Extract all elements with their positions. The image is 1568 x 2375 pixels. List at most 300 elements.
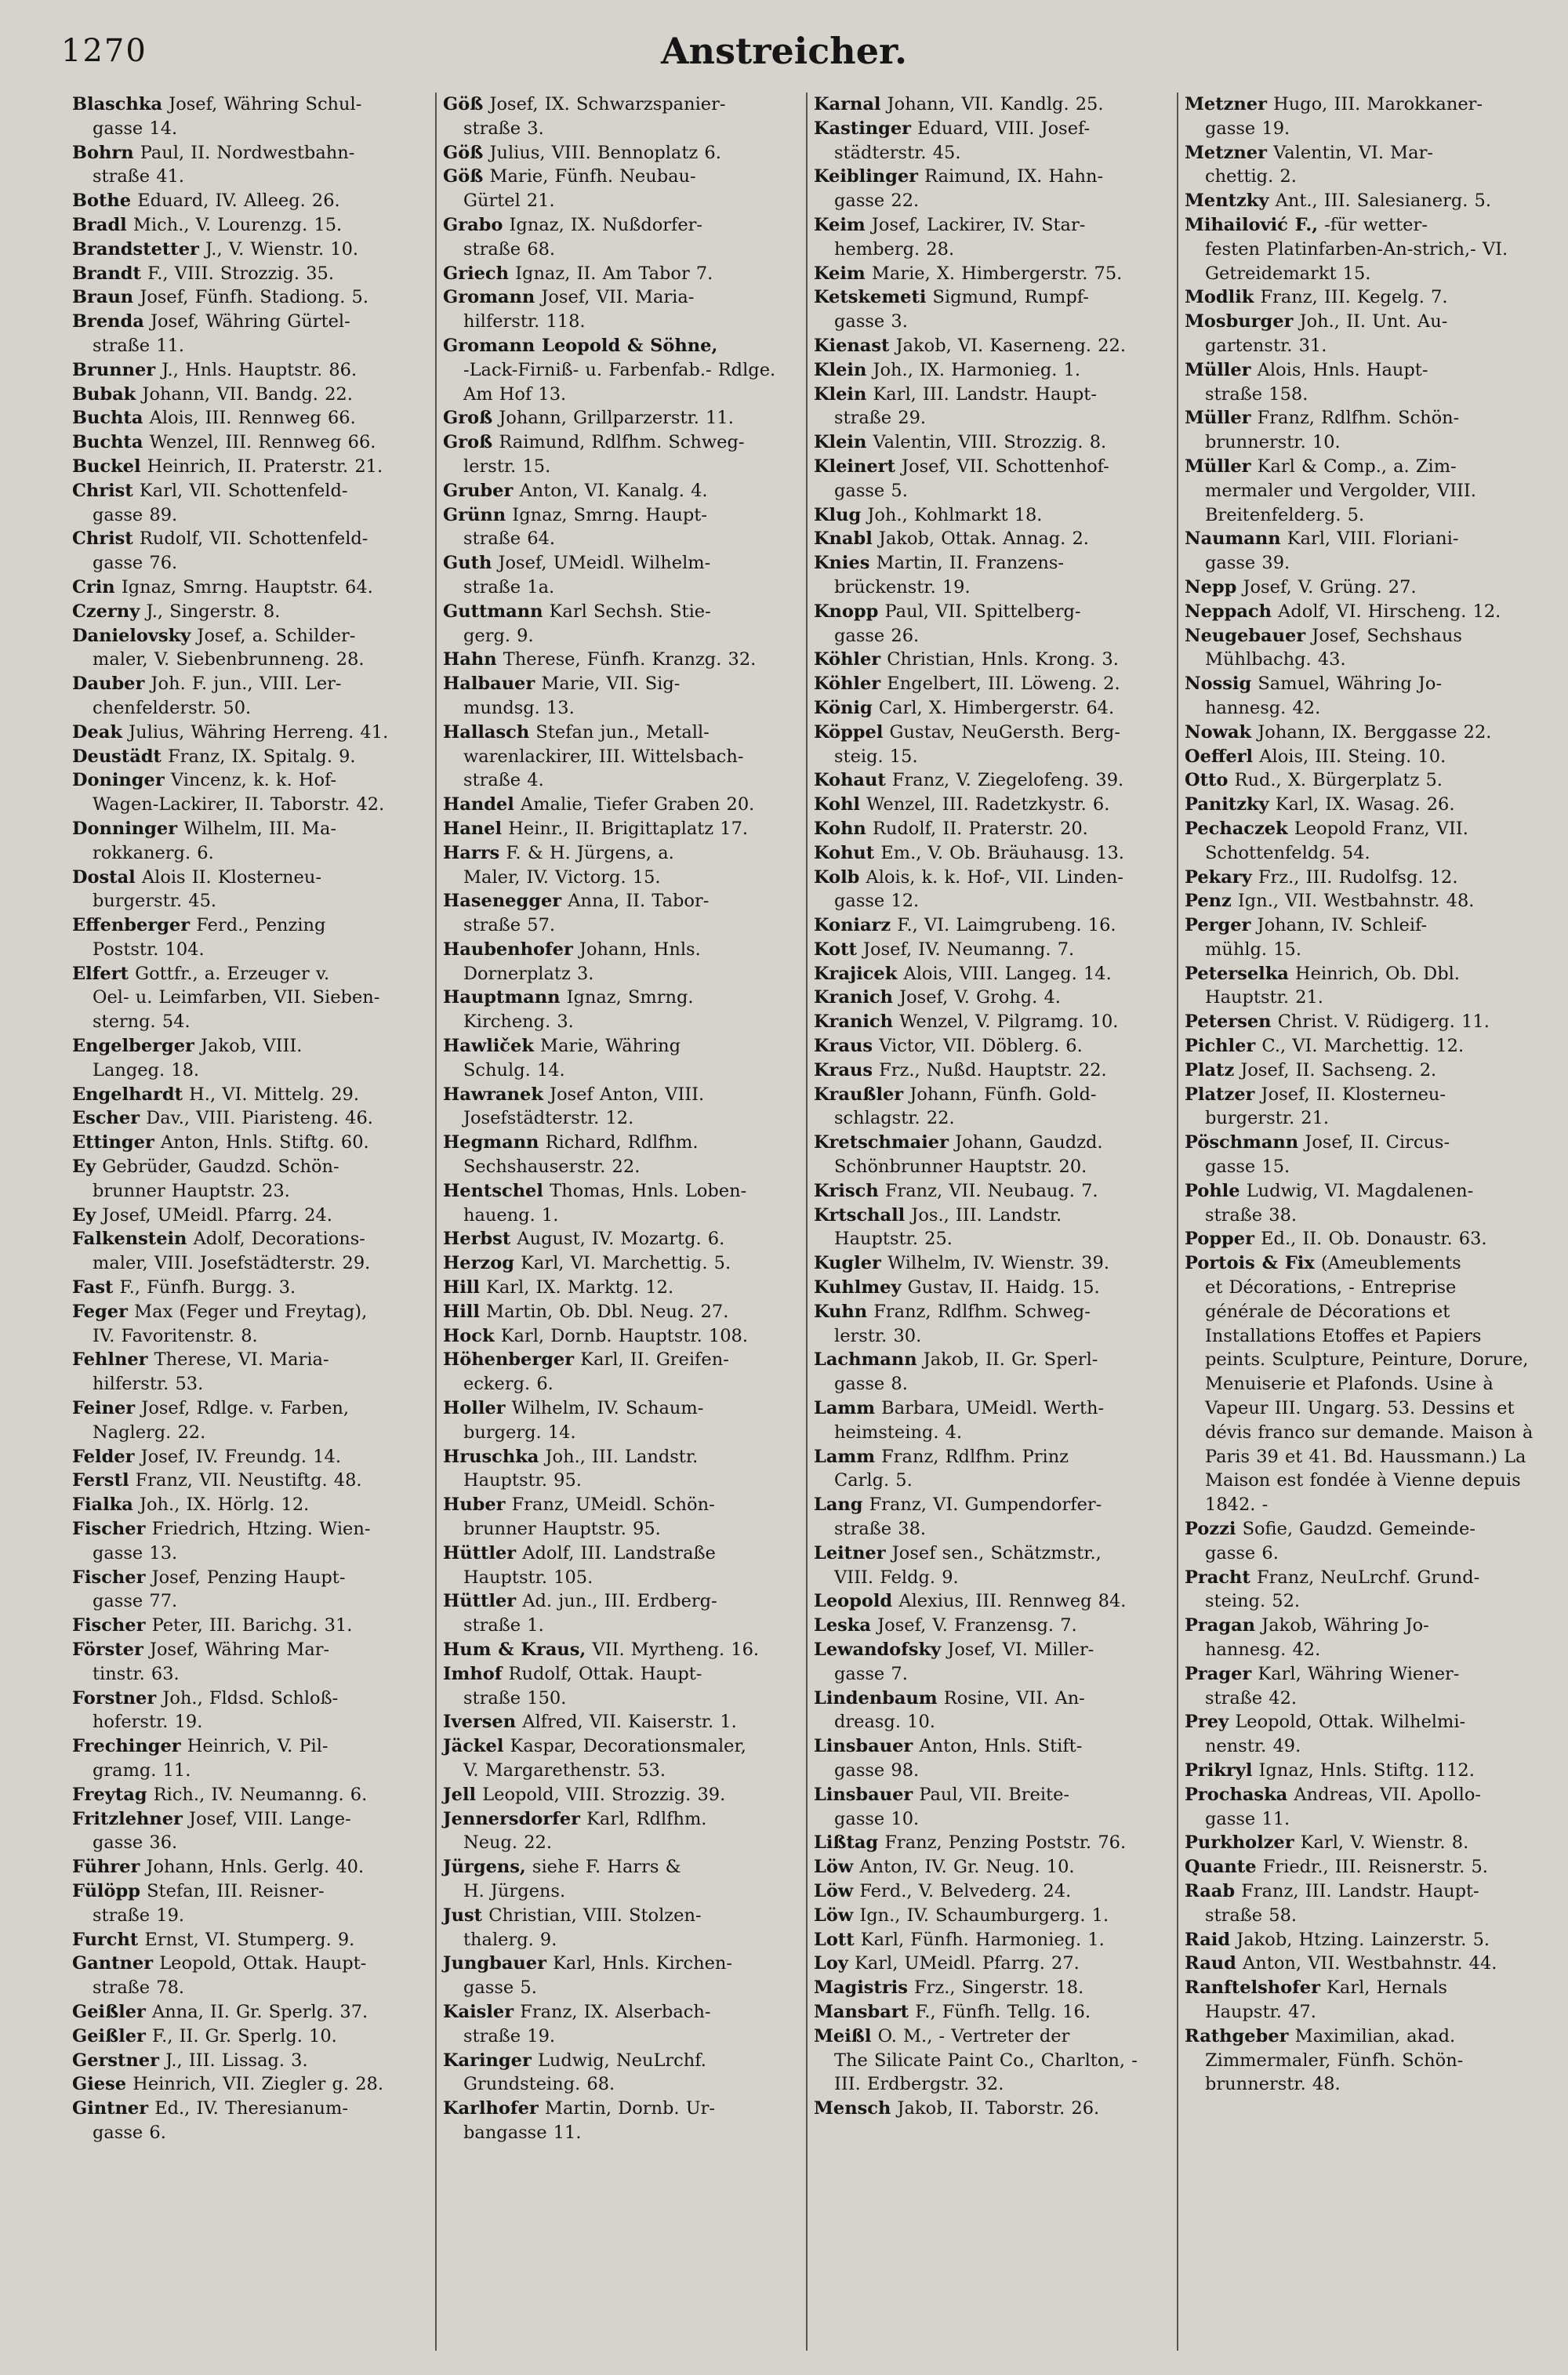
- entry-name: Grabo: [443, 214, 503, 235]
- entry-address-continuation: straße 57.: [463, 915, 556, 936]
- entry-name: Hruschka: [443, 1446, 539, 1467]
- entry-name: Kugler: [814, 1253, 881, 1274]
- directory-entry: [72, 1614, 427, 1638]
- entry-address: Therese, Fünfh. Kranzg. 32.: [496, 649, 757, 670]
- entry-name: Gerstner: [72, 2050, 159, 2071]
- directory-entry: [72, 1879, 427, 1928]
- entry-address: Richard, Rdlfhm.: [539, 1132, 699, 1153]
- entry-address: Anton, Hnls. Stift-: [913, 1736, 1083, 1757]
- entry-address: Franz, III. Landstr. Haupt-: [1235, 1880, 1479, 1901]
- entry-name: Hock: [443, 1325, 495, 1346]
- entry-address: Franz, UMeidl. Schön-: [505, 1494, 715, 1516]
- entry-address: Adolf, VI. Hirscheng. 12.: [1271, 601, 1501, 622]
- page-number: 1270: [61, 33, 147, 69]
- entry-name: Elfert: [72, 963, 129, 984]
- directory-entry: [72, 2000, 427, 2025]
- directory-entry: [814, 1179, 1169, 1204]
- directory-entry: [443, 1710, 798, 1734]
- entry-address: Victor, VII. Döblerg. 6.: [873, 1036, 1083, 1057]
- directory-entry: [814, 721, 1169, 769]
- directory-entry: [72, 1493, 427, 1517]
- entry-address: Leopold, Ottak. Haupt-: [153, 1953, 367, 1974]
- entry-address: Franz, NeuLrchf. Grund-: [1250, 1567, 1480, 1588]
- entry-address: Rud., X. Bürgerplatz 5.: [1228, 770, 1443, 791]
- entry-address-continuation: brunnerstr. 10.: [1205, 432, 1341, 453]
- entry-address: Ignaz, II. Am Tabor 7.: [509, 263, 713, 284]
- entry-name: Lißtag: [814, 1832, 879, 1854]
- entry-address-continuation: straße 38.: [834, 1519, 927, 1540]
- entry-name: Frechinger: [72, 1736, 181, 1757]
- directory-entry: [443, 503, 798, 552]
- entry-address: Josef, II. Klosterneu-: [1254, 1084, 1446, 1105]
- entry-name: Geißler: [72, 2025, 146, 2046]
- directory-entry: [72, 1517, 427, 1566]
- entry-address: Karl, VIII. Floriani-: [1280, 528, 1459, 550]
- directory-entry: [72, 1807, 427, 1856]
- directory-entry: [814, 1445, 1169, 1494]
- entry-name: Peterselka: [1185, 963, 1289, 984]
- entry-address: Marie, VII. Sig-: [535, 674, 681, 695]
- entry-address: Franz, Penzing Poststr. 76.: [878, 1832, 1127, 1854]
- entry-address: Karl, Währing Wiener-: [1251, 1663, 1460, 1684]
- entry-name: Fialka: [72, 1494, 133, 1516]
- directory-entry: [443, 285, 798, 334]
- directory-entry: [814, 430, 1169, 455]
- entry-address-continuation: mundsg. 13.: [463, 697, 575, 718]
- entry-name: Jungbauer: [443, 1953, 546, 1974]
- entry-address: Wilhelm, IV. Schaum-: [505, 1398, 704, 1419]
- entry-name: Loy: [814, 1953, 848, 1974]
- entry-name: Müller: [1185, 456, 1251, 477]
- entry-address: J., V. Wienstr. 10.: [198, 238, 359, 260]
- entry-address: Josef, IV. Neumanng. 7.: [856, 939, 1075, 960]
- entry-address-continuation: gasse 19.: [1205, 118, 1290, 139]
- entry-address: Wenzel, V. Pilgramg. 10.: [892, 1011, 1119, 1033]
- entry-address: Josef, V. Grüng. 27.: [1236, 576, 1417, 597]
- entry-address: Ignaz, Hnls. Stiftg. 112.: [1252, 1759, 1475, 1781]
- entry-address: Gustav, NeuGersth. Berg-: [883, 721, 1120, 743]
- entry-name: Leska: [814, 1615, 871, 1636]
- directory-entry: [72, 1204, 427, 1228]
- entry-address: Josef, VI. Miller-: [941, 1640, 1094, 1660]
- directory-entry: [814, 1831, 1169, 1855]
- entry-address-continuation: The Silicate Paint Co., Charlton, - III. Erdbergstr. 32.: [834, 2050, 1138, 2095]
- entry-address: Adolf, Decorations-: [187, 1229, 365, 1250]
- directory-entry: [1185, 1566, 1540, 1614]
- entry-name: Hawliček: [443, 1036, 534, 1057]
- directory-entry: [1185, 1614, 1540, 1662]
- entry-address: Leopold, VIII. Strozzig. 39.: [476, 1784, 726, 1805]
- directory-column-2: [437, 93, 808, 2351]
- entry-address: Johann, Hnls. Gerlg. 40.: [140, 1857, 365, 1878]
- entry-address: Christian, Hnls. Krong. 3.: [880, 649, 1119, 670]
- entry-address: J., III. Lissag. 3.: [158, 2050, 308, 2071]
- entry-address: Paul, II. Nordwestbahn-: [133, 142, 355, 163]
- entry-address-continuation: gasse 26.: [834, 625, 920, 646]
- entry-address-continuation: gasse 7.: [834, 1663, 908, 1684]
- entry-address-continuation: VIII. Feldg. 9.: [834, 1567, 959, 1588]
- entry-address-continuation: gasse 10.: [834, 1808, 920, 1829]
- entry-name: Köhler: [814, 649, 881, 670]
- entry-address-continuation: gasse 11.: [1205, 1808, 1290, 1829]
- entry-name: Ey: [72, 1157, 96, 1178]
- entry-address: Johann, VII. Bandg. 22.: [136, 383, 353, 405]
- entry-address-continuation: gasse 76.: [93, 553, 178, 574]
- entry-name: Deak: [72, 721, 122, 743]
- entry-address: Josef, Währing Mar-: [143, 1640, 330, 1660]
- entry-address: Josef, VII. Schottenhof-: [895, 456, 1109, 477]
- entry-address: Rudolf, Ottak. Haupt-: [502, 1663, 702, 1684]
- directory-entry: [72, 768, 427, 817]
- directory-entry: [1185, 1710, 1540, 1759]
- entry-address: Franz, VI. Gumpendorfer-: [862, 1494, 1102, 1516]
- entry-address: Johann, Grillparzerstr. 11.: [492, 408, 734, 429]
- entry-name: Oefferl: [1185, 746, 1254, 767]
- directory-entry: [72, 527, 427, 576]
- entry-address-continuation: Schönbrunner Hauptstr. 20.: [834, 1157, 1087, 1178]
- entry-name: Göß: [443, 142, 484, 163]
- entry-name: Ketskemeti: [814, 287, 927, 308]
- entry-name: Nowak: [1185, 721, 1252, 743]
- entry-address-continuation: Zimmermaler, Fünfh. Schön-brunnerstr. 48.: [1205, 2050, 1464, 2095]
- entry-name: Kaisler: [443, 2001, 514, 2022]
- directory-entry: [814, 1879, 1169, 1904]
- entry-address: F. & H. Jürgens, a.: [499, 842, 674, 863]
- entry-name: Harrs: [443, 842, 500, 863]
- entry-address-continuation: straße 42.: [1205, 1687, 1298, 1709]
- entry-name: Meißl: [814, 2025, 872, 2046]
- entry-address: Maximilian, akad.: [1288, 2025, 1456, 2046]
- entry-name: Doninger: [72, 770, 165, 791]
- directory-entry: [443, 1542, 798, 1590]
- directory-entry: [814, 866, 1169, 914]
- directory-entry: [1185, 213, 1540, 285]
- directory-entry: [814, 1928, 1169, 1952]
- entry-address-continuation: straße 11.: [93, 335, 185, 356]
- directory-entry: [814, 1010, 1169, 1034]
- entry-name: Feger: [72, 1301, 128, 1322]
- entry-address: Alois, III. Steing. 10.: [1253, 746, 1446, 767]
- directory-entry: [72, 721, 427, 745]
- directory-column-4: [1178, 93, 1548, 2351]
- directory-entry: [72, 479, 427, 528]
- directory-entry: [72, 1083, 427, 1107]
- entry-name: Felder: [72, 1446, 135, 1467]
- directory-entry: [72, 1952, 427, 2000]
- entry-address-continuation: gasse 12.: [834, 891, 920, 912]
- entry-address-continuation: haueng. 1.: [463, 1204, 559, 1226]
- entry-name: Escher: [72, 1108, 140, 1129]
- directory-entry: [814, 1493, 1169, 1542]
- directory-entry: [443, 430, 798, 479]
- directory-entry: [1185, 1662, 1540, 1711]
- entry-address: Josef, Währing Schul-: [162, 94, 362, 114]
- entry-address: Josef, V. Grohg. 4.: [892, 987, 1061, 1008]
- entry-address-continuation: IV. Favoritenstr. 8.: [93, 1325, 258, 1346]
- directory-entry: [814, 117, 1169, 165]
- directory-entry: [814, 2097, 1169, 2121]
- entry-address: Julius, Währing Herreng. 41.: [122, 721, 389, 743]
- entry-address: Joh. F. jun., VIII. Ler-: [144, 674, 342, 695]
- entry-name: Deustädt: [72, 746, 162, 767]
- entry-address-continuation: gasse 13.: [93, 1542, 178, 1563]
- entry-name: Huber: [443, 1494, 506, 1516]
- entry-name: Kleinert: [814, 456, 895, 477]
- entry-address-continuation: straße 68.: [463, 238, 556, 260]
- directory-entry: [443, 1493, 798, 1542]
- entry-address-continuation: Hauptstr. 105.: [463, 1567, 593, 1588]
- entry-address: Franz, IX. Spitalg. 9.: [161, 746, 356, 767]
- directory-entry: [443, 600, 798, 648]
- entry-address: Rich., IV. Neumanng. 6.: [147, 1784, 368, 1805]
- entry-name: Jell: [443, 1784, 477, 1805]
- entry-name: Holler: [443, 1398, 506, 1419]
- entry-name: Knopp: [814, 601, 879, 622]
- directory-entry: [814, 648, 1169, 672]
- entry-address-continuation: Kircheng. 3.: [463, 1011, 574, 1033]
- entry-address: Alois, Hnls. Haupt-: [1250, 359, 1428, 380]
- entry-address: Heinr., II. Brigittaplatz 17.: [502, 818, 749, 839]
- entry-name: Löw: [814, 1857, 854, 1878]
- directory-entry: [72, 262, 427, 286]
- entry-address: Paul, VII. Breite-: [913, 1784, 1070, 1805]
- entry-address: Julius, VIII. Bennoplatz 6.: [483, 142, 721, 163]
- directory-entry: [443, 1396, 798, 1445]
- directory-entry: [814, 285, 1169, 334]
- entry-name: Jäckel: [443, 1736, 504, 1757]
- entry-name: Haubenhofer: [443, 939, 573, 960]
- entry-name: Platz: [1185, 1059, 1235, 1080]
- entry-name: Hanel: [443, 818, 503, 839]
- entry-name: Christ: [72, 480, 133, 501]
- directory-entry: [1185, 1179, 1540, 1228]
- entry-name: Lamm: [814, 1446, 876, 1467]
- entry-address: Carl, X. Himbergerstr. 64.: [872, 697, 1115, 718]
- entry-address: Johann, Gaudzd.: [948, 1132, 1103, 1153]
- entry-address: Johann, VII. Kandlg. 25.: [880, 94, 1104, 114]
- entry-address: Thomas, Hnls. Loben-: [543, 1180, 747, 1201]
- directory-entry: [72, 1034, 427, 1083]
- entry-address: F., VIII. Strozzig. 35.: [140, 263, 335, 284]
- entry-name: Bothe: [72, 191, 132, 212]
- entry-address: Adolf, III. Landstraße: [516, 1542, 716, 1563]
- directory-entry: [72, 2049, 427, 2073]
- entry-address: Karl, VI. Marchettig. 5.: [514, 1253, 731, 1274]
- entry-address: Jakob, II. Taborstr. 26.: [891, 2098, 1100, 2119]
- entry-address: Ignaz, Smrng. Haupt-: [506, 504, 707, 525]
- directory-entry: [443, 262, 798, 286]
- directory-entry: [72, 1638, 427, 1687]
- directory-entry: [1185, 358, 1540, 407]
- entry-name: Hum & Kraus,: [443, 1640, 586, 1660]
- entry-address-continuation: festen Platinfarben-An-strich,- VI. Getreidemarkt 15.: [1205, 238, 1508, 284]
- directory-entry: [72, 455, 427, 479]
- entry-address: Gottfr., a. Erzeuger v.: [128, 963, 330, 984]
- entry-address: Karl, V. Wienstr. 8.: [1294, 1832, 1469, 1854]
- page-title: Anstreicher.: [660, 30, 907, 72]
- directory-entry: [1185, 406, 1540, 455]
- entry-address: Karl, Hnls. Kirchen-: [546, 1953, 732, 1974]
- entry-name: Kretschmaier: [814, 1132, 949, 1153]
- entry-address: Stefan jun., Metall-: [529, 721, 710, 743]
- directory-entry: [814, 1855, 1169, 1879]
- directory-entry: [814, 817, 1169, 841]
- directory-entry: [1185, 1783, 1540, 1832]
- entry-name: Pohle: [1185, 1180, 1240, 1201]
- entry-address: Dav., VIII. Piaristeng. 46.: [140, 1108, 373, 1129]
- entry-address: Rosine, VII. An-: [937, 1687, 1085, 1709]
- entry-name: Neugebauer: [1185, 625, 1306, 646]
- entry-name: König: [814, 697, 873, 718]
- entry-address-continuation: mühlg. 15.: [1205, 939, 1302, 960]
- entry-address: Christian, VIII. Stolzen-: [482, 1905, 702, 1926]
- entry-address: Josef, V. Franzensg. 7.: [870, 1615, 1077, 1636]
- entry-address: Josef, Währing Gürtel-: [143, 311, 350, 332]
- entry-name: Griech: [443, 263, 509, 284]
- entry-name: Forstner: [72, 1687, 157, 1709]
- entry-address-continuation: brückenstr. 19.: [834, 576, 971, 597]
- entry-name: Fischer: [72, 1567, 146, 1588]
- entry-address-continuation: gasse 14.: [93, 118, 178, 139]
- directory-entry: [443, 2000, 798, 2049]
- entry-name: Raud: [1185, 1953, 1236, 1974]
- entry-address-continuation: straße 1a.: [463, 576, 555, 597]
- entry-name: Crin: [72, 576, 115, 597]
- entry-address-continuation: Hauptstr. 95.: [463, 1470, 582, 1491]
- entry-name: Klein: [814, 359, 867, 380]
- entry-name: Klein: [814, 383, 867, 405]
- directory-entry: [1185, 1059, 1540, 1083]
- entry-name: Nossig: [1185, 674, 1252, 695]
- entry-address: Christ. V. Rüdigerg. 11.: [1271, 1011, 1490, 1033]
- entry-address: Martin, Ob. Dbl. Neug. 27.: [479, 1301, 729, 1322]
- entry-name: Mihailović F.,: [1185, 214, 1319, 235]
- directory-entry: [814, 986, 1169, 1010]
- entry-name: Kohn: [814, 818, 866, 839]
- directory-entry: [72, 383, 427, 407]
- directory-entry: [72, 358, 427, 383]
- entry-name: Gantner: [72, 1953, 154, 1974]
- directory-entry: [72, 866, 427, 914]
- entry-name: Petersen: [1185, 1011, 1272, 1033]
- entry-address: Franz, Rdlfhm. Schön-: [1250, 408, 1460, 429]
- entry-address: Ignaz, Smrng. Hauptstr. 64.: [114, 576, 373, 597]
- directory-entry: [72, 238, 427, 262]
- entry-address: Valentin, VIII. Strozzig. 8.: [866, 432, 1107, 453]
- entry-address: Kaspar, Decorationsmaler,: [503, 1736, 746, 1757]
- directory-entry: [814, 2025, 1169, 2097]
- entry-address: -für wetter-: [1318, 214, 1428, 235]
- entry-name: Nepp: [1185, 576, 1237, 597]
- entry-name: Hill: [443, 1301, 480, 1322]
- directory-entry: [72, 1396, 427, 1445]
- entry-address: Jakob, VIII.: [194, 1036, 303, 1057]
- directory-entry: [72, 141, 427, 190]
- directory-entry: [814, 2000, 1169, 2025]
- entry-address-continuation: maler, VIII. Josefstädterstr. 29.: [93, 1253, 371, 1274]
- entry-address: Josef, UMeidl. Pfarrg. 24.: [96, 1204, 332, 1226]
- entry-name: Klein: [814, 432, 867, 453]
- directory-entry: [72, 1131, 427, 1155]
- entry-name: Lachmann: [814, 1349, 917, 1371]
- entry-name: Kohaut: [814, 770, 886, 791]
- entry-name: Raab: [1185, 1880, 1236, 1901]
- entry-name: Freytag: [72, 1784, 147, 1805]
- entry-address: Ernst, VI. Stumperg. 9.: [138, 1929, 355, 1950]
- directory-entry: [1185, 1034, 1540, 1059]
- entry-address: Joh., IX. Harmonieg. 1.: [866, 359, 1081, 380]
- directory-entry: [72, 2097, 427, 2145]
- directory-entry: [814, 551, 1169, 600]
- entry-name: Giese: [72, 2074, 127, 2095]
- directory-entry: [443, 986, 798, 1034]
- directory-entry: [814, 503, 1169, 528]
- directory-entry: [814, 1904, 1169, 1928]
- entry-name: Lewandofsky: [814, 1640, 942, 1660]
- entry-address-continuation: hemberg. 28.: [834, 238, 955, 260]
- entry-address-continuation: Schulg. 14.: [463, 1059, 565, 1080]
- entry-name: Dostal: [72, 866, 136, 888]
- directory-entry: [1185, 962, 1540, 1011]
- entry-name: Raid: [1185, 1929, 1231, 1950]
- directory-entry: [1185, 1517, 1540, 1566]
- entry-name: Hegmann: [443, 1132, 539, 1153]
- directory-entry: [72, 2072, 427, 2097]
- entry-name: Prochaska: [1185, 1784, 1288, 1805]
- entry-address-continuation: straße 78.: [93, 1977, 185, 1999]
- entry-name: Lindenbaum: [814, 1687, 938, 1709]
- entry-address-continuation: Wagen-Lackirer, II. Taborstr. 42.: [93, 794, 385, 815]
- entry-address-continuation: Schottenfeldg. 54.: [1205, 842, 1370, 863]
- entry-address-continuation: hilferstr. 118.: [463, 311, 586, 332]
- entry-address: Leopold Franz, VII.: [1287, 818, 1468, 839]
- entry-address-continuation: eckerg. 6.: [463, 1374, 554, 1395]
- entry-address: Josef, VII. Maria-: [535, 287, 695, 308]
- entry-address: Anna, II. Tabor-: [561, 891, 710, 912]
- entry-name: Jennersdorfer: [443, 1808, 580, 1829]
- entry-name: Karinger: [443, 2050, 532, 2071]
- entry-name: Ettinger: [72, 1132, 154, 1153]
- entry-name: Panitzky: [1185, 794, 1269, 815]
- directory-entry: [443, 1034, 798, 1083]
- entry-address: Anton, VI. Kanalg. 4.: [513, 480, 708, 501]
- entry-address-continuation: gasse 89.: [93, 504, 178, 525]
- entry-name: Penz: [1185, 891, 1232, 912]
- directory-entry: [1185, 1010, 1540, 1034]
- directory-entry: [72, 913, 427, 962]
- entry-name: Müller: [1185, 408, 1251, 429]
- entry-address: Ludwig, VI. Magdalenen-: [1240, 1180, 1474, 1201]
- entry-address: Frz., Singerstr. 18.: [907, 1977, 1084, 1999]
- entry-address-continuation: gasse 5.: [834, 480, 908, 501]
- entry-address: Raimund, Rdlfhm. Schweg-: [492, 432, 745, 453]
- entry-address-continuation: et Décorations, - Entreprise générale de Décorations et Installations Etoffes et Papiers peints. Sculpture, Peinture, Dorure, Menuiserie et Plafonds. Usine à Vapeur III. Ungarg. 53. Dessins et dévis franco sur demande. Maison à Paris 39 et 41. Bd. Haussmann.) La Maison est fondée à Vienne depuis 1842. -: [1205, 1277, 1534, 1516]
- entry-address: Rudolf, II. Praterstr. 20.: [866, 818, 1088, 839]
- entry-address: Alfred, VII. Kaiserstr. 1.: [516, 1712, 737, 1733]
- entry-address: Em., V. Ob. Bräuhausg. 13.: [874, 842, 1124, 863]
- entry-address: Franz, V. Ziegelofeng. 39.: [885, 770, 1124, 791]
- entry-address: Wenzel, III. Rennweg 66.: [143, 432, 376, 453]
- entry-name: Modlik: [1185, 287, 1254, 308]
- entry-name: Karnal: [814, 94, 881, 114]
- entry-name: Hill: [443, 1277, 480, 1298]
- directory-entry: [443, 1783, 798, 1807]
- entry-name: Pozzi: [1185, 1519, 1236, 1540]
- entry-name: Brenda: [72, 311, 144, 332]
- entry-address-continuation: Haupstr. 47.: [1205, 2001, 1316, 2022]
- entry-address-continuation: straße 3.: [463, 118, 544, 139]
- directory-entry: [1185, 1227, 1540, 1251]
